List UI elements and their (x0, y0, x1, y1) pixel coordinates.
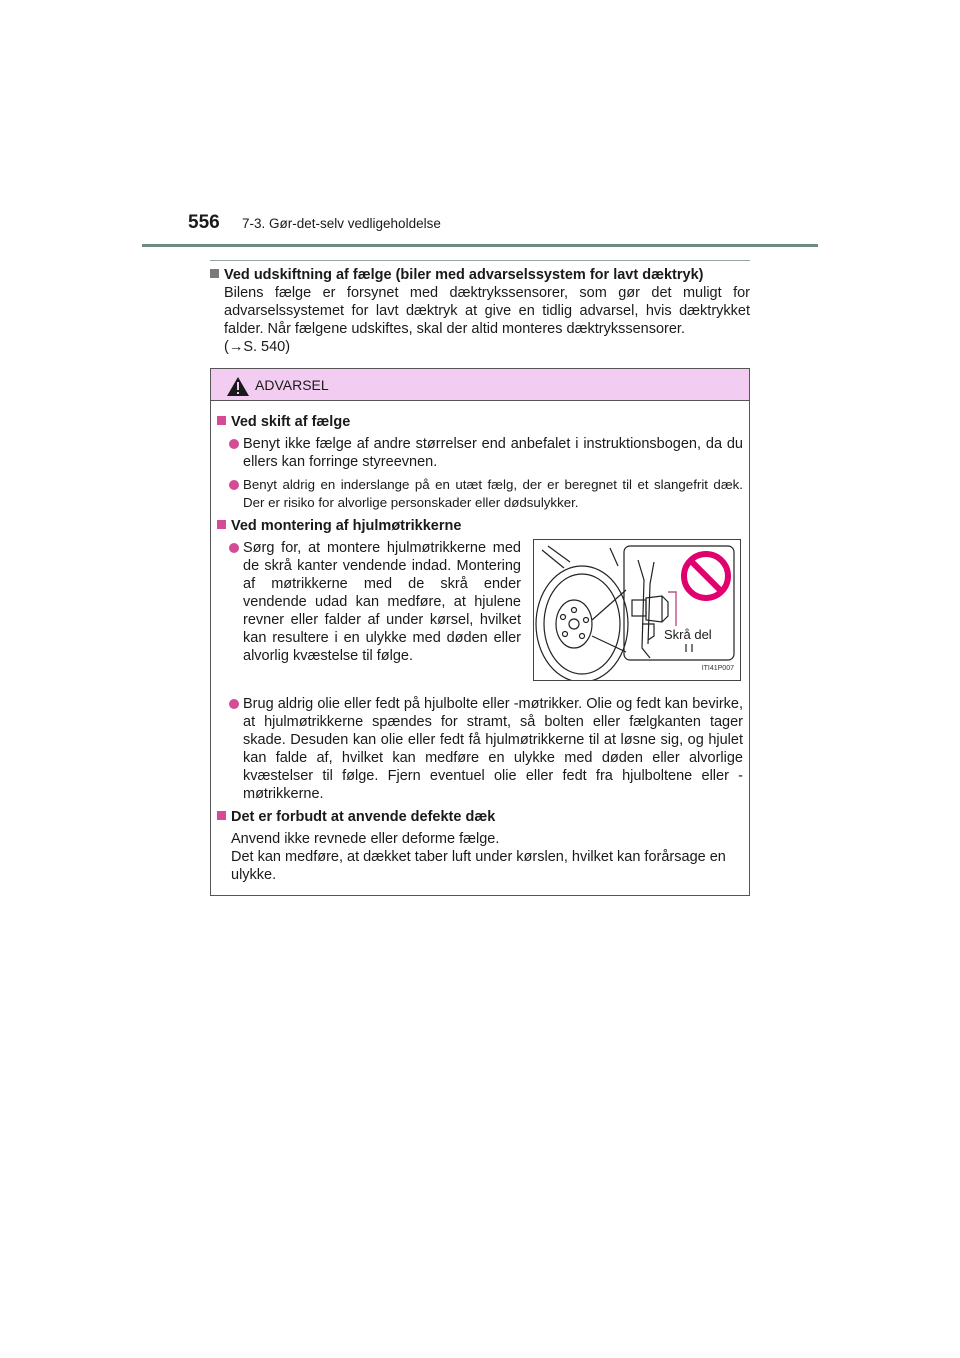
bullet-item: Benyt aldrig en inderslange på en utæt fælg, der er beregnet til et slangefrit dæk. Der er risiko for alvorlige personskader eller dødsulykker. (217, 476, 743, 512)
warning-triangle-icon (227, 377, 249, 396)
intro-title: Ved udskiftning af fælge (biler med advarselssystem for lavt dæktryk) (224, 267, 704, 283)
intro-reference: (→S. 540) (224, 339, 291, 355)
intro-body-wrap (210, 284, 750, 356)
bullet-item: Brug aldrig olie eller fedt på hjulbolte eller -møtrikker. Olie og fedt kan bevirke, at hjulmøtrikkerne spændes for stramt, så bolten eller fælgkanten tager skade. Desuden kan olie eller fedt få hjulmøtrikkerne til at løsne sig, og hjulet kan falde af, hvilket kan medføre en ulykke med døden eller alvorlige kvæstelser til følge. Fjern eventuel olie eller fedt fra hjulboltene eller -møtrikkerne. (217, 695, 743, 803)
warning-title: ADVARSEL (255, 377, 329, 393)
figure-code: ITI41P007 (701, 665, 734, 672)
warning-body (217, 413, 743, 884)
text-line: Det kan medføre, at dækket taber luft under kørslen, hvilket kan forårsage en ulykke. (231, 849, 726, 883)
intro-body: Bilens fælge er forsynet med dæktrykssensorer, som gør det muligt for advarselssystemet for lavt dæktryk at give en tidlig advarsel, hvis dæktrykket falder. Når fælgene udskiftes, skal der altid monteres dæktrykssensorer. (224, 285, 750, 337)
intro-heading (210, 266, 750, 284)
wheel-nut-illustration (534, 540, 740, 680)
square-bullet-icon (217, 520, 226, 529)
section-heading: Ved montering af hjulmøtrikkerne (217, 517, 743, 535)
bullet-item: Sørg for, at montere hjulmøtrikkerne med de skrå kanter vendende indad. Montering af møtrikkerne med de skrå ender vendende udad kan medføre, at hjulene revner eller falder af under kørsel, hvilket kan resultere i en ulykke med døden eller alvorlig kvæstelse til følge. (217, 539, 521, 665)
wheel-nut-figure (533, 539, 741, 681)
header-rule (142, 244, 818, 247)
intro-section (210, 266, 750, 356)
chapter-title: 7-3. Gør-det-selv vedligeholdelse (242, 216, 441, 231)
warning-header (211, 369, 749, 401)
bullet-item: Benyt ikke fælge af andre størrelser end anbefalet i instruktionsbogen, da du ellers kan forringe styreevnen. (217, 435, 743, 471)
square-bullet-icon (210, 269, 219, 278)
text-line: Anvend ikke revnede eller deforme fælge. (231, 831, 500, 847)
warning-box (210, 368, 750, 896)
page-number: 556 (188, 212, 220, 233)
section-text (217, 830, 743, 884)
section-heading: Ved skift af fælge (217, 413, 743, 431)
square-bullet-icon (217, 811, 226, 820)
section-divider (210, 260, 750, 261)
section-heading: Det er forbudt at anvende defekte dæk (217, 808, 743, 826)
prohibition-icon (684, 554, 728, 598)
figure-label: Skrå del (664, 627, 712, 642)
square-bullet-icon (217, 416, 226, 425)
bullet-with-figure (217, 539, 743, 691)
